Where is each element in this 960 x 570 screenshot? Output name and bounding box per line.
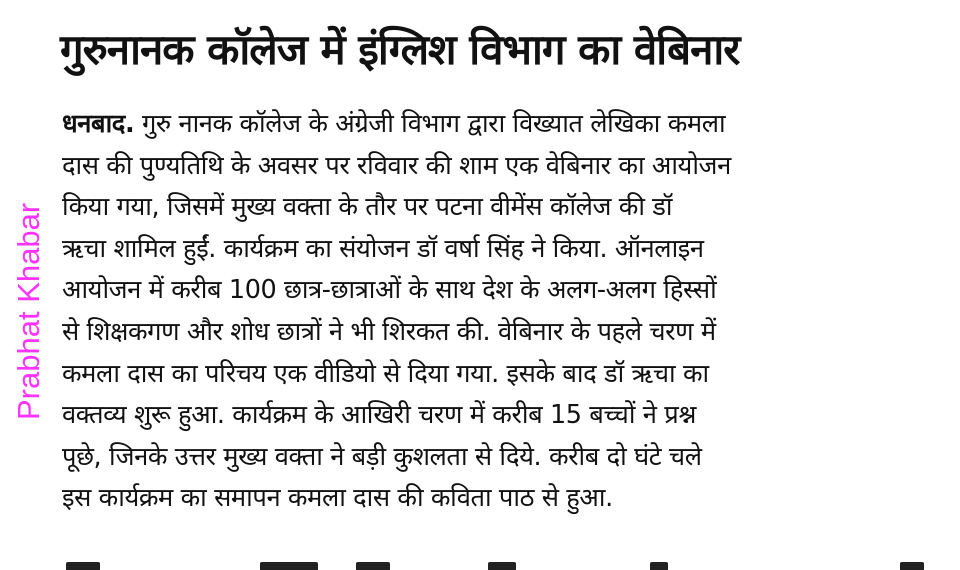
cropped-previous-text: [0, 0, 960, 12]
article-line-6: से शिक्षकगण और शोध छात्रों ने भी शिरकत की. वेबिनार के पहले चरण में: [62, 316, 716, 347]
article-line-9: पूछे, जिनके उत्तर मुख्य वक्ता ने बड़ी कुशलता से दिये. करीब दो घंटे चले: [62, 441, 702, 472]
article-line-4: ऋचा शामिल हुईं. कार्यक्रम का संयोजन डॉ वर्षा सिंह ने किया. ऑनलाइन: [62, 233, 704, 264]
article-line-2: दास की पुण्यतिथि के अवसर पर रविवार की शाम एक वेबिनार का आयोजन: [62, 150, 731, 181]
article-body: [62, 104, 942, 520]
dateline: धनबाद.: [62, 109, 135, 139]
article-line-8: वक्तव्य शुरू हुआ. कार्यक्रम के आखिरी चरण में करीब 15 बच्चों ने प्रश्न: [62, 400, 696, 431]
watermark: Prabhat Khabar: [11, 202, 46, 420]
article-line-1-text: गुरु नानक कॉलेज के अंग्रेजी विभाग द्वारा विख्यात लेखिका कमला: [134, 109, 726, 139]
article-line-5: आयोजन में करीब 100 छात्र-छात्राओं के साथ देश के अलग-अलग हिस्सों: [62, 275, 717, 306]
cropped-next-text: [0, 558, 960, 570]
article-line-10: इस कार्यक्रम का समापन कमला दास की कविता पाठ से हुआ.: [62, 483, 613, 514]
article-line-1: [62, 104, 942, 146]
article-line-7: कमला दास का परिचय एक वीडियो से दिया गया. इसके बाद डॉ ऋचा का: [62, 358, 709, 389]
headline: गुरुनानक कॉलेज में इंग्लिश विभाग का वेबिनार: [60, 25, 740, 74]
article-line-3: किया गया, जिसमें मुख्य वक्ता के तौर पर पटना वीमेंस कॉलेज की डॉ: [62, 192, 673, 223]
